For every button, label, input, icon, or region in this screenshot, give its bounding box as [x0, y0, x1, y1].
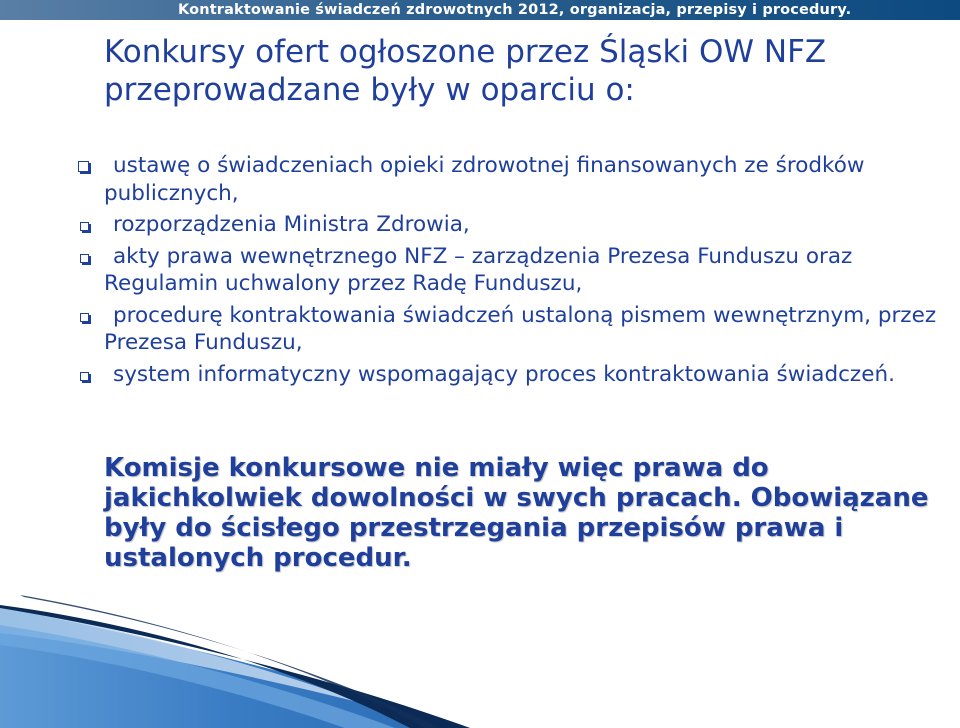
list-item [0, 152, 960, 207]
list-item [0, 302, 960, 357]
bullet-text: procedurę kontraktowania świadczeń ustaloną pismem wewnętrznym, przez Prezesa Funduszu, [104, 302, 937, 355]
bullet-list [0, 152, 960, 392]
conclusion-text: Komisje konkursowe nie miały więc prawa do jakichkolwiek dowolności w swych pracach. Obowiązane były do ścisłego przestrzegania przepisów prawa i ustalonych procedur. [104, 453, 929, 573]
slide-title: Konkursy ofert ogłoszone przez Śląski OW NFZ przeprowadzane były w oparciu o: [104, 34, 827, 108]
list-item [0, 361, 960, 389]
swoosh-decoration-icon [0, 585, 960, 728]
square-bullet-icon [80, 372, 89, 381]
list-item [0, 211, 960, 239]
square-bullet-icon [80, 222, 89, 231]
header-bar [0, 0, 960, 20]
bullet-text: rozporządzenia Ministra Zdrowia, [113, 212, 470, 237]
bullet-text: akty prawa wewnętrznego NFZ – zarządzenia Prezesa Funduszu oraz Regulamin uchwalony przez Radę Funduszu, [104, 243, 853, 296]
bullet-text: system informatyczny wspomagający proces kontraktowania świadczeń. [113, 361, 895, 387]
square-bullet-icon [80, 254, 89, 263]
square-bullet-icon [80, 313, 89, 322]
list-item [0, 243, 960, 298]
square-bullet-icon [78, 161, 89, 172]
header-title: Kontraktowanie świadczeń zdrowotnych 2012, organizacja, przepisy i procedury. [178, 2, 852, 18]
bullet-text: ustawę o świadczeniach opieki zdrowotnej finansowanych ze środków publicznych, [104, 153, 865, 206]
